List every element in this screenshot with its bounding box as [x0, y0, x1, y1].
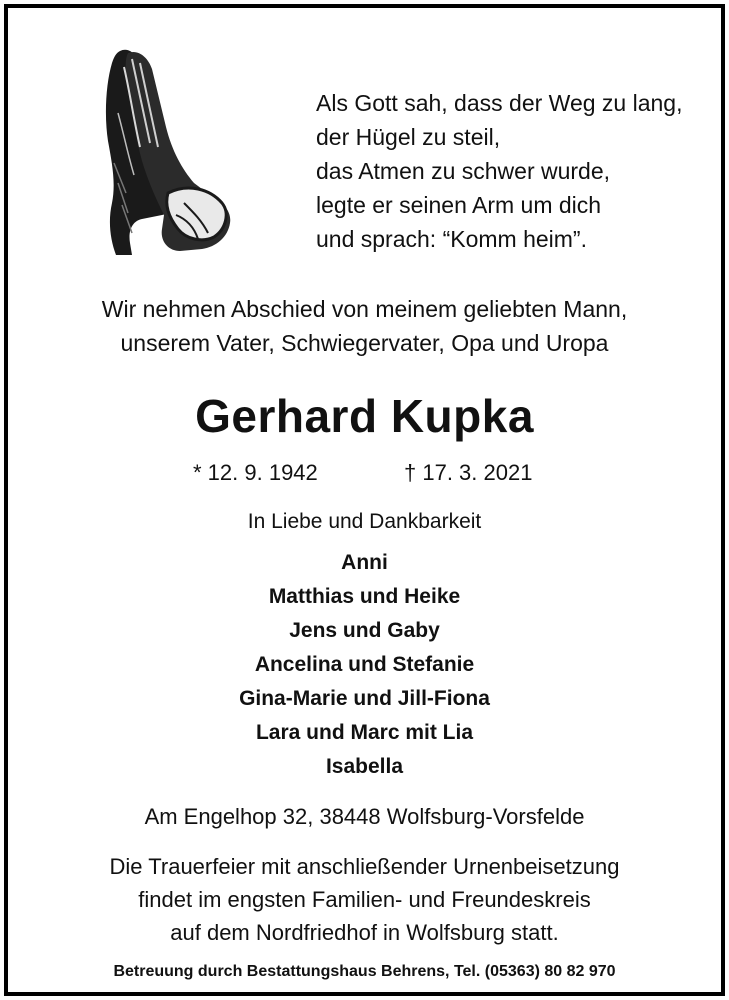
ceremony-line: auf dem Nordfriedhof in Wolfsburg statt. — [170, 920, 559, 945]
family-member: Isabella — [325, 755, 404, 778]
birth-date: * 12. 9. 1942 — [193, 460, 318, 485]
ceremony-info — [8, 850, 721, 949]
poem — [316, 86, 682, 256]
poem-line: Als Gott sah, dass der Weg zu lang, — [316, 90, 683, 116]
farewell-line: unserem Vater, Schwiegervater, Opa und Uropa — [120, 330, 609, 356]
family-list — [8, 546, 721, 784]
family-member: Gina-Marie und Jill-Fiona — [239, 687, 490, 710]
address: Am Engelhop 32, 38448 Wolfsburg-Vorsfelde — [144, 804, 585, 829]
ceremony-line: findet im engsten Familien- und Freundeskreis — [138, 887, 591, 912]
praying-hands-icon — [98, 43, 234, 258]
poem-line: legte er seinen Arm um dich — [316, 192, 602, 218]
family-member: Anni — [341, 551, 388, 574]
family-member: Matthias und Heike — [268, 585, 461, 608]
family-member: Ancelina und Stefanie — [254, 653, 475, 676]
death-date: † 17. 3. 2021 — [404, 460, 533, 485]
funeral-home-footer: Betreuung durch Bestattungshaus Behrens, Tel. (05363) 80 82 970 — [113, 963, 616, 980]
poem-line: und sprach: “Komm heim”. — [316, 226, 587, 252]
family-member: Lara und Marc mit Lia — [255, 721, 474, 744]
obituary-notice — [4, 4, 725, 996]
deceased-name: Gerhard Kupka — [195, 390, 534, 442]
farewell-line: Wir nehmen Abschied von meinem geliebten Mann, — [101, 296, 628, 322]
farewell-text — [8, 292, 721, 360]
family-member: Jens und Gaby — [289, 619, 440, 642]
poem-line: der Hügel zu steil, — [316, 124, 501, 150]
ceremony-line: Die Trauerfeier mit anschließender Urnenbeisetzung — [109, 854, 620, 879]
poem-line: das Atmen zu schwer wurde, — [316, 158, 611, 184]
dedication: In Liebe und Dankbarkeit — [247, 510, 482, 533]
